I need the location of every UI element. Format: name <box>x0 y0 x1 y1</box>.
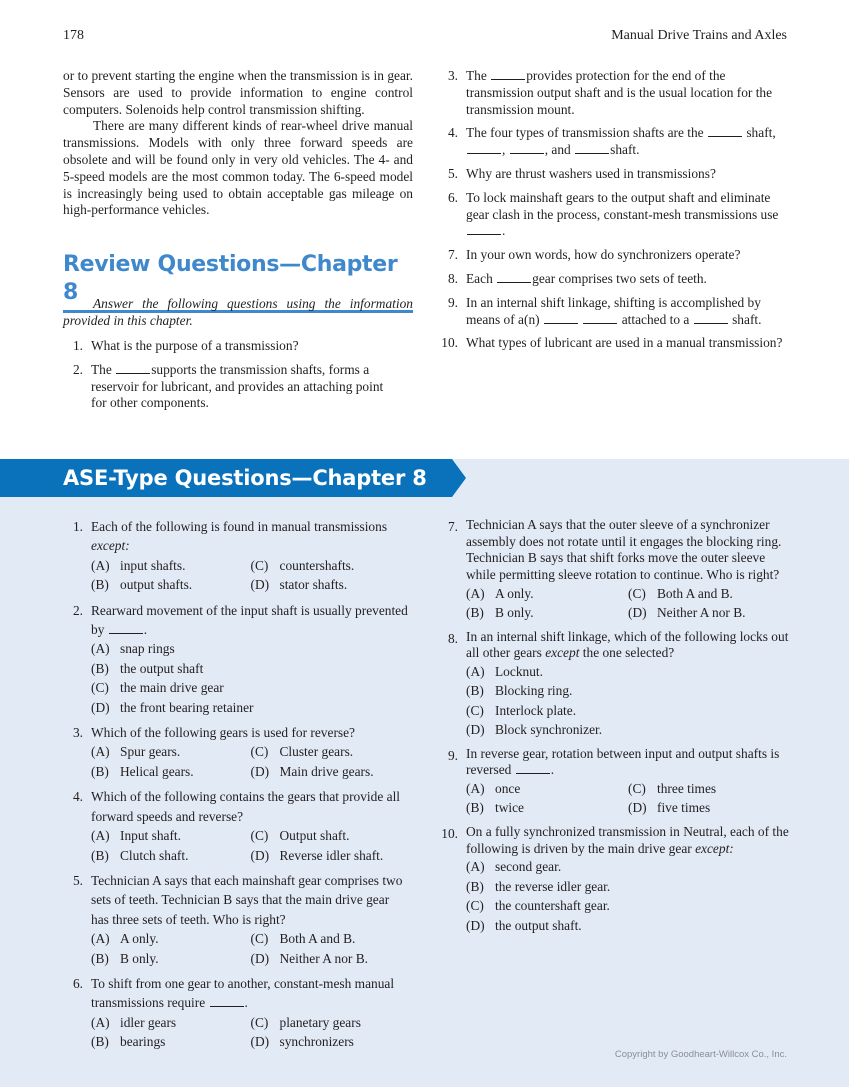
ase-title: ASE-Type Questions—Chapter 8 <box>63 466 427 490</box>
question-number: 3. <box>72 725 83 741</box>
review-question <box>430 247 790 264</box>
question-stem: In an internal shift linkage, which of the following locks out all other gears except the one selected? <box>466 628 789 661</box>
question-stem: Which of the following gears is used for reverse? <box>91 725 356 741</box>
answer-blank <box>510 142 544 154</box>
review-question <box>430 295 790 329</box>
review-question <box>430 166 790 183</box>
answer-blank <box>467 142 501 154</box>
question-stem: Technician A says that each mainshaft gear comprises two sets of teeth. Technician B says that the main drive gear has three sets of teeth. Who is right? <box>91 872 403 927</box>
answer-option: (D) five times <box>628 800 711 816</box>
answer-blank <box>708 125 742 137</box>
question-number: 5. <box>72 872 83 888</box>
review-question <box>430 125 790 159</box>
ase-question <box>55 517 410 595</box>
answer-blank <box>497 271 531 283</box>
review-questions-left <box>55 338 395 419</box>
question-number: 9. <box>447 294 458 310</box>
copyright-notice: Copyright by Goodheart-Willcox Co., Inc. <box>614 1049 787 1060</box>
question-number: 7. <box>447 519 458 534</box>
question-text: In your own words, how do synchronizers operate? <box>466 247 741 263</box>
question-text: To lock mainshaft gears to the output shaft and eliminate gear clash in the process, constant-mesh transmissions use . <box>466 189 779 239</box>
answer-option: (C) three times <box>628 781 717 797</box>
ase-question <box>55 723 410 781</box>
answer-option: (D) stator shafts. <box>250 577 348 593</box>
question-text: The four types of transmission shafts are the shaft, , , and shaft. <box>466 125 776 158</box>
running-head: Manual Drive Trains and Axles <box>611 28 787 43</box>
answer-option: (A) idler gears <box>91 1014 177 1030</box>
answer-blank <box>544 312 578 324</box>
answer-option: (A) Locknut. <box>466 664 543 680</box>
answer-option: (B) the reverse idler gear. <box>466 878 611 894</box>
ase-question <box>430 746 790 818</box>
question-number: 1. <box>72 338 83 353</box>
question-stem: In reverse gear, rotation between input and output shafts is reversed . <box>466 745 780 778</box>
review-question <box>430 190 790 240</box>
body-paragraph: There are many different kinds of rear-wheel drive manual transmissions. Models with only three forward speeds are obsolete and will be found only in very old vehicles. The 4- and 5-speed models are the most common today. The 6-speed model is increasingly being used to obtain acceptable gas mileage on high-performance vehicles. <box>63 118 413 218</box>
answer-option: (A) Spur gears. <box>91 744 181 760</box>
question-number: 2. <box>72 361 83 377</box>
review-questions-right <box>430 68 790 359</box>
answer-option: (A) A only. <box>91 931 159 947</box>
ase-question <box>430 517 790 623</box>
question-number: 10. <box>441 335 458 351</box>
question-number: 6. <box>72 975 83 991</box>
question-stem: Each of the following is found in manual transmissions except: <box>91 519 388 554</box>
answer-option: (D) Neither A nor B. <box>628 605 746 621</box>
answer-option: (D) synchronizers <box>250 1034 354 1050</box>
review-question <box>430 271 790 288</box>
question-number: 7. <box>447 247 458 263</box>
question-text: What is the purpose of a transmission? <box>91 338 299 353</box>
review-question <box>430 335 790 352</box>
ase-question <box>430 824 790 935</box>
question-text: What types of lubricant are used in a manual transmission? <box>466 335 783 351</box>
answer-option: (D) Reverse idler shaft. <box>250 847 384 863</box>
question-stem: To shift from one gear to another, constant-mesh manual transmissions require . <box>91 975 395 1011</box>
answer-option: (A) second gear. <box>466 859 562 875</box>
answer-blank <box>467 223 501 235</box>
page-number: 178 <box>63 28 84 43</box>
answer-option: (C) the main drive gear <box>91 680 224 696</box>
question-number: 1. <box>72 519 83 534</box>
ase-banner <box>0 459 466 497</box>
answer-option: (B) bearings <box>91 1034 166 1050</box>
review-question <box>430 68 790 118</box>
answer-blank <box>583 312 617 324</box>
answer-option: (C) Output shaft. <box>250 828 350 844</box>
answer-option: (C) Both A and B. <box>250 931 356 947</box>
body-paragraph: or to prevent starting the engine when the transmission is in gear. Sensors are used to provide information to engine control computers. Solenoids help control transmission shifting. <box>63 68 413 117</box>
answer-option: (B) twice <box>466 800 524 816</box>
review-intro <box>63 296 413 330</box>
review-intro-text: Answer the following questions using the information provided in this chapter. <box>63 296 413 328</box>
answer-option: (B) the output shaft <box>91 660 204 676</box>
answer-option: (C) countershafts. <box>250 557 355 573</box>
ase-question <box>430 629 790 740</box>
answer-option: (A) A only. <box>466 585 534 601</box>
answer-option: (A) input shafts. <box>91 557 186 573</box>
answer-option: (B) B only. <box>91 950 159 966</box>
question-text: The provides protection for the end of the transmission output shaft and is the usual location for the transmission mount. <box>466 68 773 117</box>
ase-question <box>55 871 410 968</box>
question-number: 6. <box>447 189 458 205</box>
answer-option: (D) Neither A nor B. <box>250 950 369 966</box>
ase-question <box>55 601 410 717</box>
answer-option: (A) Input shaft. <box>91 828 181 844</box>
question-text: In an internal shift linkage, shifting is accomplished by means of a(n) attached to a shaft. <box>466 294 762 327</box>
question-number: 2. <box>72 602 83 618</box>
answer-option: (C) Interlock plate. <box>466 702 577 718</box>
question-text: Each gear comprises two sets of teeth. <box>466 270 707 286</box>
answer-option: (B) Blocking ring. <box>466 683 573 699</box>
answer-option: (B) Clutch shaft. <box>91 847 189 863</box>
answer-blank <box>116 362 150 374</box>
question-number: 9. <box>447 747 458 763</box>
answer-blank <box>516 762 550 774</box>
answer-option: (D) the output shaft. <box>466 917 582 933</box>
ase-question <box>55 787 410 865</box>
question-text: Why are thrust washers used in transmissions? <box>466 165 716 181</box>
answer-option: (C) Cluster gears. <box>250 744 354 760</box>
question-stem: Which of the following contains the gears that provide all forward speeds and reverse? <box>91 789 401 824</box>
question-number: 10. <box>441 825 458 841</box>
review-question <box>55 362 395 412</box>
question-number: 8. <box>447 630 458 646</box>
answer-option: (C) the countershaft gear. <box>466 898 610 914</box>
body-text <box>63 68 413 219</box>
question-number: 4. <box>72 789 83 805</box>
question-number: 3. <box>447 68 458 83</box>
answer-option: (B) output shafts. <box>91 577 193 593</box>
question-number: 4. <box>447 125 458 141</box>
answer-option: (C) Both A and B. <box>628 585 733 601</box>
answer-blank <box>575 142 609 154</box>
answer-blank <box>491 68 525 80</box>
answer-option: (D) Main drive gears. <box>250 763 374 779</box>
question-stem: On a fully synchronized transmission in Neutral, each of the following is driven by the main drive gear except: <box>466 823 789 856</box>
question-text: The supports the transmission shafts, forms a reservoir for lubricant, and provides an attaching point for other components. <box>91 361 384 411</box>
question-number: 8. <box>447 270 458 286</box>
answer-option: (B) Helical gears. <box>91 763 194 779</box>
answer-option: (D) the front bearing retainer <box>91 699 254 715</box>
answer-option: (C) planetary gears <box>250 1014 361 1030</box>
answer-option: (A) snap rings <box>91 641 175 657</box>
ase-questions-left <box>55 517 410 1058</box>
answer-blank <box>694 312 728 324</box>
answer-option: (D) Block synchronizer. <box>466 722 603 738</box>
question-stem: Technician A says that the outer sleeve of a synchronizer assembly does not rotate until it engages the blocking ring. Technician B says that shift forks move the outer sleeve while permitting sleeve rotation to continue. Who is right? <box>466 517 782 583</box>
answer-blank <box>210 995 244 1007</box>
answer-option: (A) once <box>466 781 521 797</box>
question-number: 5. <box>447 165 458 181</box>
review-question <box>55 338 395 355</box>
review-title: Review Questions—Chapter 8 <box>63 252 398 305</box>
answer-blank <box>109 622 143 634</box>
answer-option: (B) B only. <box>466 605 534 621</box>
question-stem: Rearward movement of the input shaft is usually prevented by . <box>91 602 408 638</box>
ase-questions-right <box>430 517 790 941</box>
ase-question <box>55 974 410 1052</box>
